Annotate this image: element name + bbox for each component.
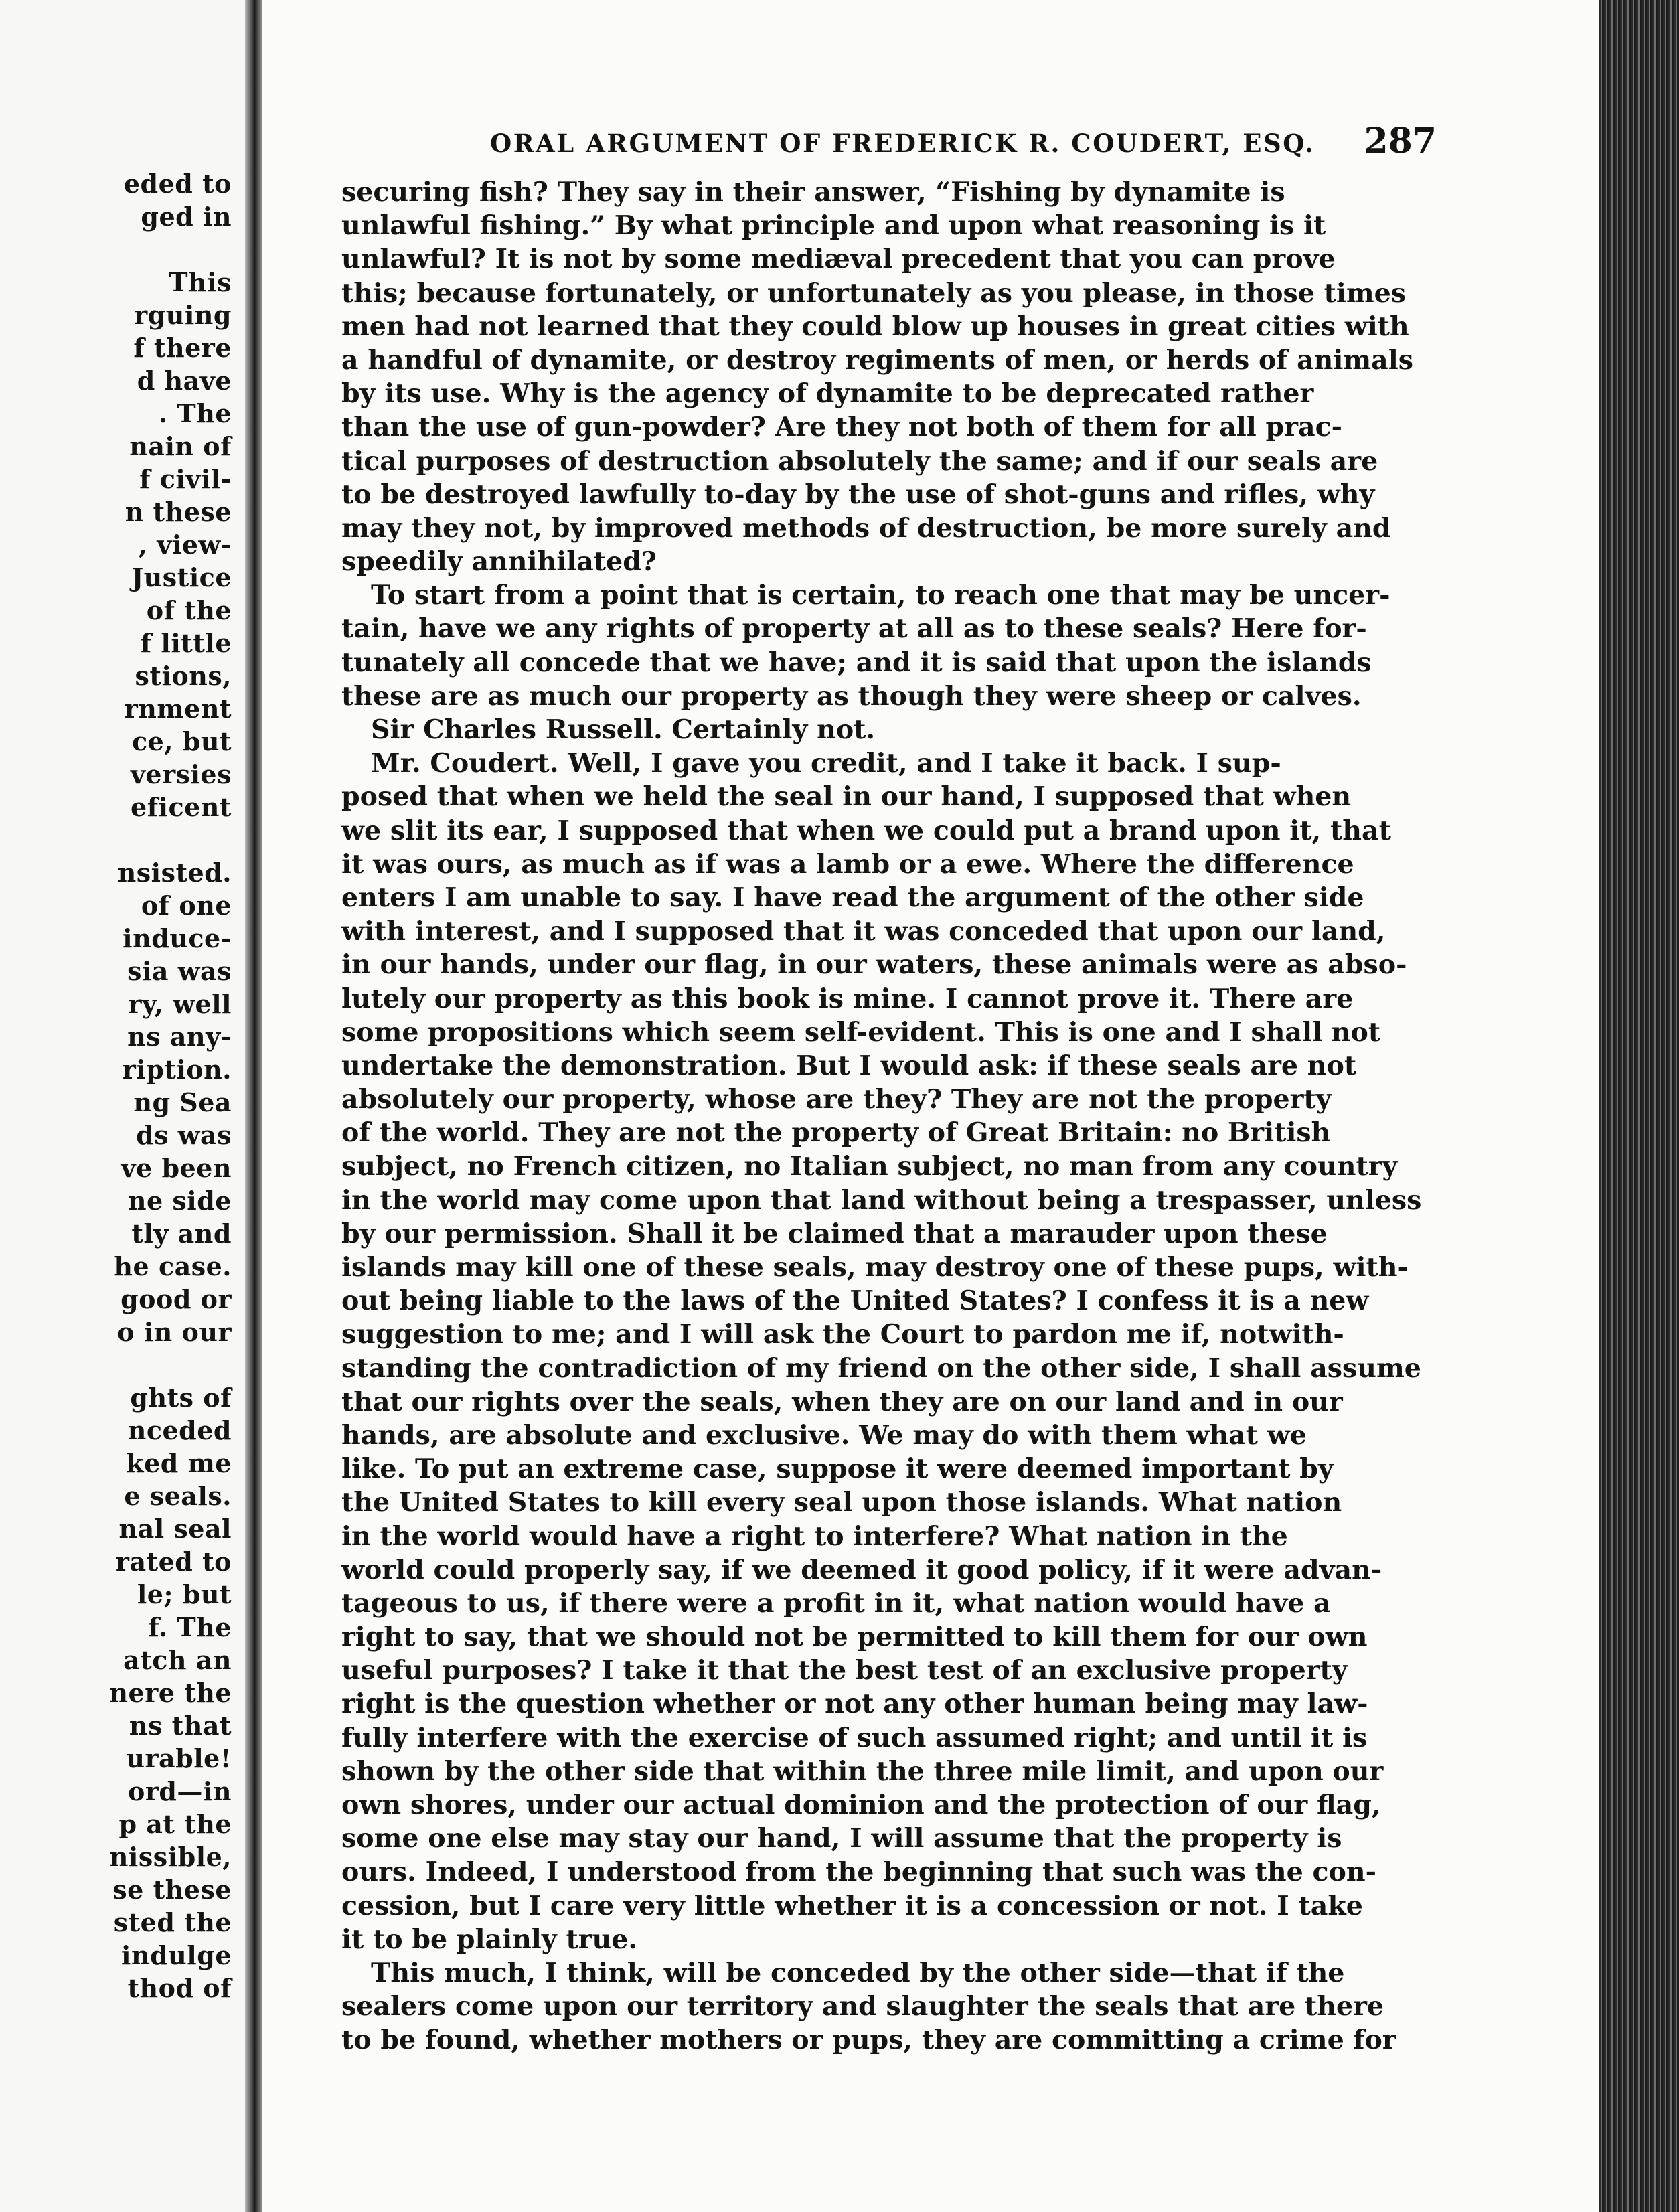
text-line: with interest, and I supposed that it was conceded that upon our land, [341, 916, 1386, 947]
page-edges [1599, 0, 1679, 2212]
text-line: standing the contradiction of my friend on the other side, I shall assume [341, 1352, 1421, 1384]
text-line: hands, are absolute and exclusive. We may do with them what we [341, 1419, 1307, 1451]
text-line: lutely our property as this book is mine. I cannot prove it. There are [341, 983, 1354, 1014]
left-page-line: nsisted. [117, 858, 232, 888]
text-line: these are as much our property as though they were sheep or calves. [341, 680, 1362, 712]
left-page-line: . The [158, 398, 232, 428]
page-header [226, 121, 1437, 167]
page-number: 287 [1364, 121, 1437, 161]
text-line: cession, but I care very little whether it is a concession or not. I take [341, 1890, 1363, 1921]
left-page-line: indulge [121, 1940, 232, 1970]
left-page-line [11, 823, 232, 856]
text-line: fully interfere with the exercise of such assumed right; and until it is [341, 1722, 1368, 1753]
text-line: unlawful? It is not by some mediæval precedent that you can prove [341, 244, 1336, 275]
text-line: by our permission. Shall it be claimed that a marauder upon these [341, 1218, 1328, 1249]
text-line: suggestion to me; and I will ask the Court to pardon me if, notwith- [341, 1319, 1344, 1350]
text-line: To start from a point that is certain, to reach one that may be uncer- [371, 580, 1390, 611]
text-line: shown by the other side that within the three mile limit, and upon our [341, 1755, 1384, 1787]
left-page-line: ns any- [127, 1022, 232, 1052]
text-line: right is the question whether or not any other human being may law- [341, 1688, 1368, 1720]
left-page-line: , view- [138, 530, 232, 560]
left-page-line: rguing [134, 300, 232, 330]
text-line: undertake the demonstration. But I would ask: if these seals are not [341, 1050, 1357, 1081]
left-page-line: induce- [123, 923, 232, 953]
text-line: to be destroyed lawfully to-day by the use of shot-guns and rifles, why [341, 479, 1375, 510]
left-page-line: f little [140, 628, 232, 658]
left-page-line: good or [121, 1284, 232, 1314]
left-page-line: f. The [148, 1612, 232, 1642]
text-line: sealers come upon our territory and slaughter the seals that are there [341, 1991, 1384, 2023]
left-page-line: ghts of [130, 1382, 232, 1413]
text-line: posed that when we held the seal in our hand, I supposed that when [341, 781, 1352, 813]
text-line: men had not learned that they could blow up houses in great cities with [341, 311, 1409, 342]
left-page-line: sted the [113, 1907, 232, 1938]
text-line: unlawful fishing.” By what principle and upon what reasoning is it [341, 210, 1326, 242]
left-page-line: of the [146, 595, 232, 625]
left-page-line: versies [130, 759, 232, 789]
left-page-line: d have [137, 366, 232, 396]
left-page-line: rnment [124, 694, 232, 724]
text-line: like. To put an extreme case, suppose it were deemed important by [341, 1453, 1334, 1485]
text-line: tain, have we any rights of property at all as to these seals? Here for- [341, 613, 1367, 645]
text-line: useful purposes? I take it that the best test of an exclusive property [341, 1655, 1348, 1686]
left-page-line: tly and [131, 1218, 232, 1249]
left-page-text [11, 167, 232, 2004]
left-page-line: ns that [129, 1711, 232, 1741]
text-line: Mr. Coudert. Well, I gave you credit, and I take it back. I sup- [371, 748, 1281, 779]
text-line: world could properly say, if we deemed it good policy, if it were advan- [341, 1554, 1382, 1585]
text-line: tunately all concede that we have; and it is said that upon the islands [341, 647, 1372, 678]
left-page-line: ged in [141, 202, 232, 232]
text-line: speedily annihilated? [341, 546, 657, 578]
left-page-line: ds was [136, 1120, 232, 1150]
left-page-line: This [169, 267, 232, 297]
text-line: enters I am unable to say. I have read the argument of the other side [341, 882, 1364, 913]
text-line: own shores, under our actual dominion and the protection of our flag, [341, 1790, 1381, 1820]
left-page-line: nain of [129, 431, 232, 461]
text-line: that our rights over the seals, when they are on our land and in our [341, 1386, 1343, 1417]
left-page-line: ription. [122, 1054, 232, 1085]
left-page-line: of one [141, 890, 232, 921]
text-line: islands may kill one of these seals, may destroy one of these pups, with- [341, 1252, 1409, 1283]
left-page-line: ve been [121, 1153, 232, 1183]
left-page-line: Justice [131, 562, 232, 592]
left-page-line: nceded [127, 1415, 232, 1445]
running-title: ORAL ARGUMENT OF FREDERICK R. COUDERT, ESQ. [490, 129, 1315, 158]
left-page-line: f civil- [139, 464, 232, 494]
left-page-line: nissible, [109, 1842, 232, 1872]
body-text [341, 175, 1426, 2057]
text-line: by its use. Why is the agency of dynamite to be deprecated rather [341, 378, 1314, 410]
text-line: of the world. They are not the property of Great Britain: no British [341, 1117, 1331, 1149]
left-page-line: stions, [135, 661, 232, 691]
left-page-line: ked me [126, 1448, 232, 1478]
text-line: tageous to us, if there were a profit in it, what nation would have a [341, 1587, 1331, 1619]
text-line: may they not, by improved methods of destruction, be more surely and [341, 512, 1391, 544]
text-line: in the world may come upon that land without being a trespasser, unless [341, 1184, 1422, 1216]
text-line: a handful of dynamite, or destroy regiments of men, or herds of animals [341, 344, 1414, 376]
text-line: right to say, that we should not be permitted to kill them for our own [341, 1622, 1368, 1653]
text-line: some propositions which seem self-evident. This is one and I shall not [341, 1016, 1381, 1048]
left-page-line: nere the [109, 1678, 232, 1708]
left-page-line [11, 1348, 232, 1381]
text-line: than the use of gun-powder? Are they not both of them for all prac- [341, 412, 1343, 443]
text-line: this; because fortunately, or unfortunately as you please, in those times [341, 277, 1407, 309]
text-line: Sir Charles Russell. Certainly not. [371, 714, 876, 745]
left-page-line: nal seal [118, 1514, 232, 1544]
left-page-line: se these [112, 1875, 232, 1905]
left-page-line: ce, but [131, 726, 232, 757]
left-page-line: f there [133, 333, 232, 363]
text-line: it was ours, as much as if was a lamb or a ewe. Where the difference [341, 848, 1354, 880]
left-page-line: p at the [118, 1809, 232, 1839]
text-line: it to be plainly true. [341, 1923, 638, 1955]
left-page-line: urable! [126, 1743, 232, 1773]
text-line: we slit its ear, I supposed that when we could put a brand upon it, that [341, 815, 1391, 846]
left-page-line: rated to [115, 1547, 232, 1577]
text-line: the United States to kill every seal upon those islands. What nation [341, 1487, 1342, 1518]
left-page-line: e seals. [124, 1481, 232, 1511]
left-page-line: eficent [131, 792, 232, 822]
left-page-line: thod of [127, 1973, 232, 2003]
left-page-line: sia was [127, 956, 232, 986]
left-page-margin [0, 0, 245, 2212]
text-line: tical purposes of destruction absolutely the same; and if our seals are [341, 445, 1378, 477]
left-page-line: ry, well [128, 989, 232, 1019]
left-page-line: ord—in [128, 1776, 232, 1806]
text-line: in our hands, under our flag, in our waters, these animals were as abso- [341, 949, 1407, 981]
text-line: out being liable to the laws of the United States? I confess it is a new [341, 1285, 1369, 1317]
text-line: some one else may stay our hand, I will assume that the property is [341, 1823, 1342, 1854]
left-page-line: eded to [123, 169, 232, 199]
text-line: This much, I think, will be conceded by the other side—that if the [371, 1957, 1345, 1988]
left-page-line: atch an [123, 1645, 232, 1675]
text-line: ours. Indeed, I understood from the beginning that such was the con- [341, 1856, 1377, 1888]
text-line: in the world would have a right to interfere? What nation in the [341, 1520, 1288, 1552]
left-page-line: ng Sea [133, 1087, 232, 1117]
book-gutter [245, 0, 262, 2212]
left-page-line: le; but [137, 1579, 232, 1609]
left-page-line: ne side [127, 1186, 232, 1216]
left-page-line [11, 233, 232, 266]
left-page-line: o in our [117, 1317, 232, 1347]
left-page-line: he case. [114, 1251, 232, 1281]
text-line: securing fish? They say in their answer, “Fishing by dynamite is [341, 177, 1285, 208]
left-page-line: n these [125, 497, 232, 527]
text-line: subject, no French citizen, no Italian subject, no man from any country [341, 1151, 1398, 1182]
text-line: absolutely our property, whose are they? They are not the property [341, 1084, 1332, 1115]
text-line: to be found, whether mothers or pups, they are committing a crime for [341, 2025, 1396, 2056]
